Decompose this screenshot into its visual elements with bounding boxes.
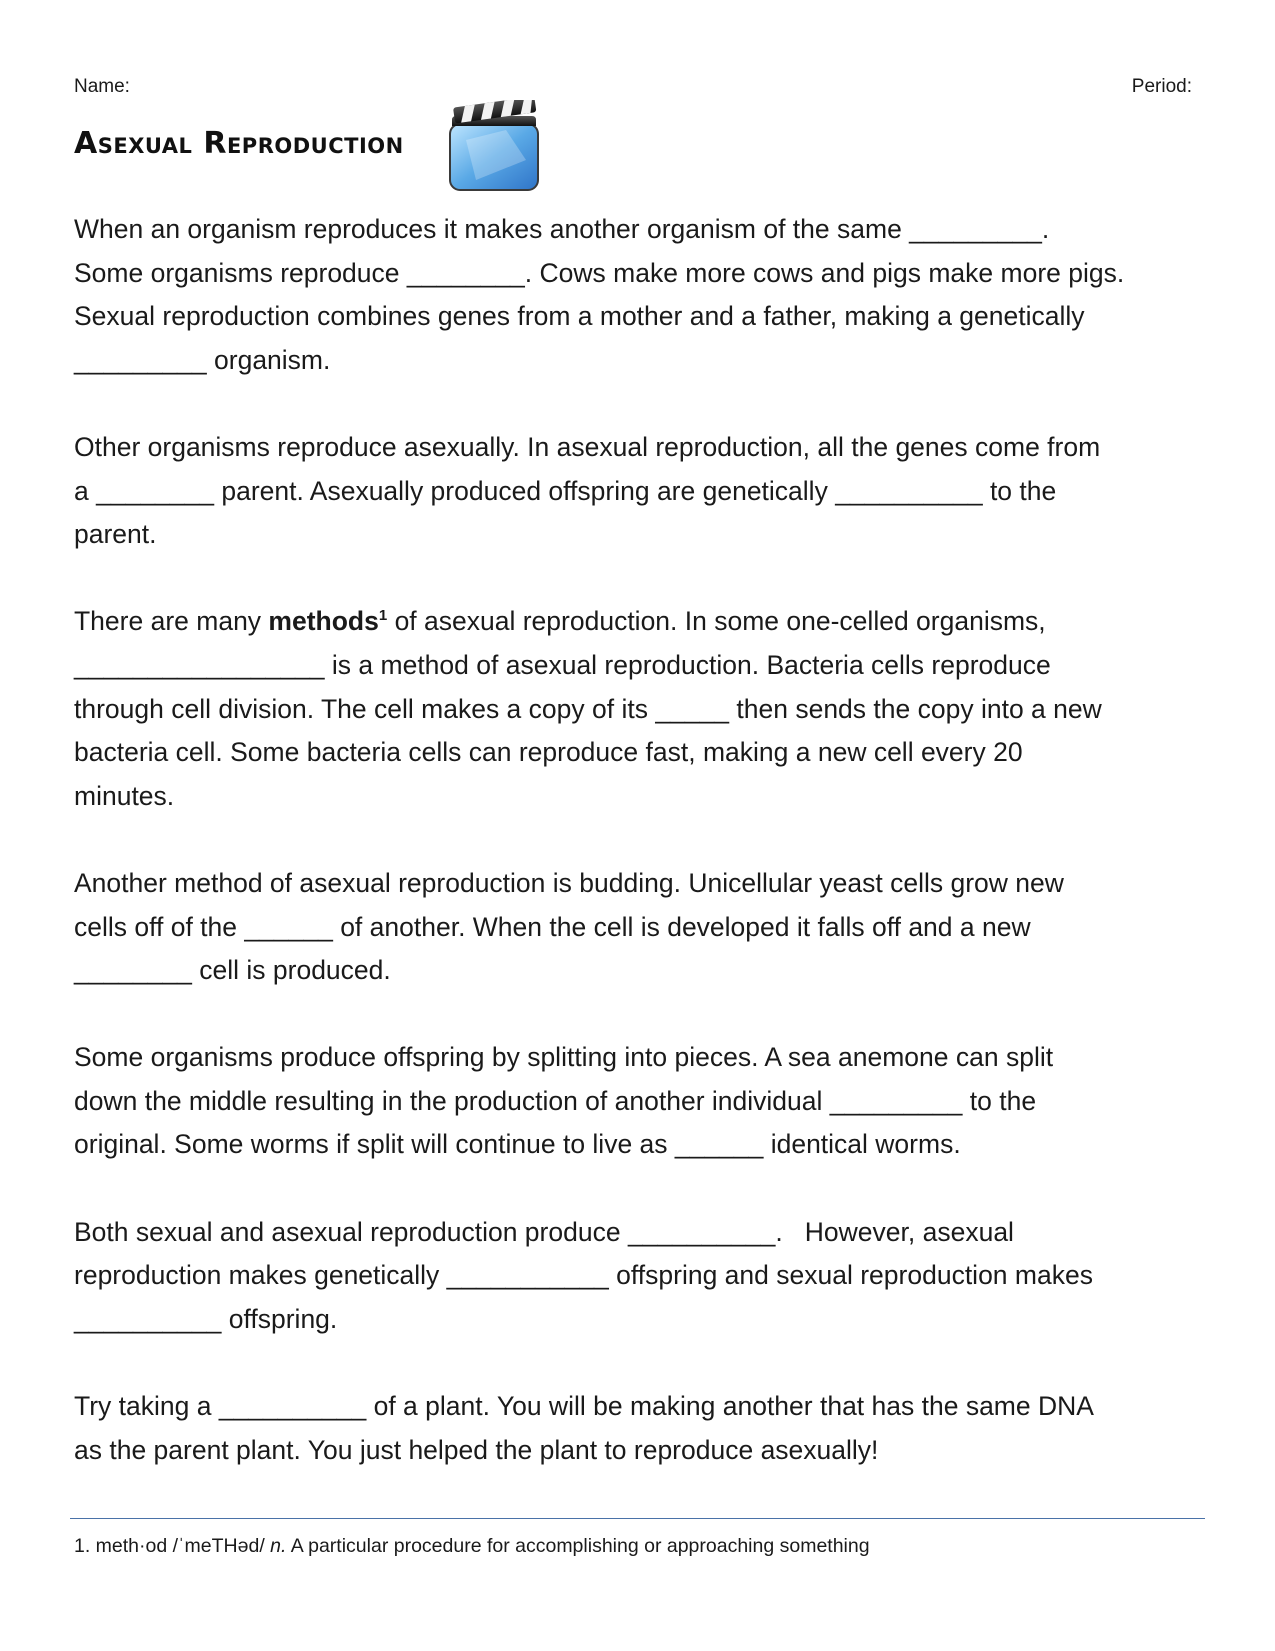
text: Sexual reproduction combines genes from a mother and a father, making a genetically [74, 301, 1085, 332]
footnote [74, 1535, 870, 1558]
clapperboard-icon [446, 100, 542, 196]
text: of a plant. You will be making another that has the same DNA [366, 1391, 1094, 1422]
fill-blank[interactable]: _________ [74, 344, 207, 375]
text: Another method of asexual reproduction is budding. Unicellular yeast cells grow new [74, 867, 1064, 898]
fill-blank[interactable]: ___________ [446, 1260, 609, 1291]
text: down the middle resulting in the production of another individual [74, 1085, 830, 1116]
paragraph-3 [74, 600, 1204, 818]
text: Other organisms reproduce asexually. In asexual reproduction, all the genes come from [74, 431, 1101, 462]
text: organism. [206, 344, 331, 375]
fill-blank[interactable]: _________ [829, 1085, 963, 1116]
text: offspring and sexual reproduction makes [608, 1260, 1093, 1291]
text: . Cows make more cows and pigs make more pigs. [524, 257, 1125, 288]
name-label: Name: [74, 76, 130, 97]
text: as the parent plant. You just helped the plant to reproduce asexually! [74, 1434, 879, 1465]
footnote-definition: A particular procedure for accomplishing or approaching something [286, 1535, 870, 1557]
text: of another. When the cell is developed it falls off and a new [332, 911, 1031, 942]
period-label: Period: [1131, 76, 1192, 97]
paragraph-5 [74, 1036, 1204, 1167]
text: reproduction makes genetically [74, 1260, 447, 1291]
text: . [1041, 214, 1050, 244]
fill-blank[interactable]: ________ [406, 257, 525, 288]
text: identical worms. [763, 1129, 961, 1160]
text: a [74, 475, 97, 506]
text: to the [962, 1085, 1037, 1116]
text: then sends the copy into a new [729, 693, 1102, 724]
text: to the [982, 475, 1057, 506]
text: of asexual reproduction. In some one-celled organisms, [387, 606, 1046, 637]
paragraph-7 [74, 1385, 1204, 1472]
text: parent. Asexually produced offspring are genetically [214, 475, 836, 506]
fill-blank[interactable]: __________ [835, 475, 983, 506]
text: bacteria cell. Some bacteria cells can reproduce fast, making a new cell every 20 [74, 737, 1023, 768]
paragraph-4 [74, 862, 1204, 993]
footnote-divider [70, 1518, 1205, 1519]
text: Try taking a [74, 1391, 219, 1422]
text: There are many [74, 606, 269, 637]
fill-blank[interactable]: ______ [674, 1129, 764, 1160]
fill-blank[interactable]: __________ [627, 1216, 776, 1247]
text: cell is produced. [191, 955, 391, 986]
fill-blank[interactable]: __________ [74, 1303, 222, 1334]
fill-blank[interactable]: ________ [96, 475, 215, 506]
text: When an organism reproduces it makes another organism of the same [74, 214, 910, 244]
text: parent. [74, 519, 157, 550]
paragraph-2 [74, 426, 1204, 557]
fill-blank[interactable]: _____ [655, 693, 730, 724]
fill-blank[interactable]: __________ [218, 1391, 367, 1422]
footnote-marker: 1 [378, 607, 388, 625]
paragraph-6 [74, 1211, 1204, 1342]
text: Some organisms reproduce [74, 257, 407, 288]
fill-blank[interactable]: ______ [244, 911, 333, 942]
text: is a method of asexual reproduction. Bacteria cells reproduce [324, 649, 1051, 680]
text: . However, asexual [775, 1216, 1014, 1247]
fill-blank[interactable]: ________ [74, 955, 192, 986]
part-of-speech: n. [270, 1535, 287, 1557]
text: cells off of the [74, 911, 245, 942]
text: minutes. [74, 780, 175, 811]
text: Both sexual and asexual reproduction produce [74, 1216, 628, 1247]
text: through cell division. The cell makes a copy of its [74, 693, 656, 724]
footnote-text: 1. meth·od /ˈmeTHəd/ [74, 1535, 271, 1557]
fill-blank[interactable]: _________________ [74, 649, 325, 680]
methods-term: methods [268, 606, 379, 637]
worksheet-title: Asexual Reproduction [74, 126, 404, 161]
text: original. Some worms if split will continue to live as [74, 1129, 675, 1160]
paragraph-1 [74, 208, 1204, 382]
text: Some organisms produce offspring by splitting into pieces. A sea anemone can split [74, 1042, 1054, 1073]
worksheet-body [74, 208, 1204, 1516]
fill-blank[interactable]: _________ [909, 214, 1042, 244]
text: offspring. [221, 1303, 338, 1334]
